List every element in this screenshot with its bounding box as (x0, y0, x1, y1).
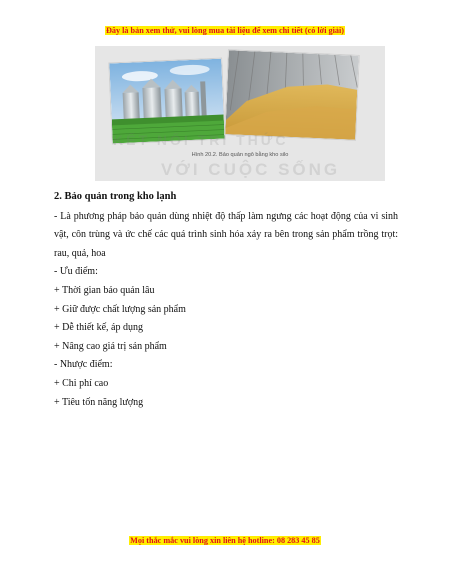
figure-caption: Hình 20.2. Bảo quản ngô bằng kho silo (191, 152, 289, 158)
definition-paragraph: - Là phương pháp bảo quản dùng nhiệt độ thấp làm ngưng các hoạt động của vi sinh vật, côn trùng và ức chế các quá trình sinh hóa xảy ra bên trong sản phẩm trồng trọt: rau, quả, hoa (54, 210, 398, 259)
advantage-item: + Nâng cao giá trị sản phẩm (54, 340, 167, 352)
hotline-text: Mọi thắc mắc vui lòng xin liên hệ hotline: 08 283 45 85 (130, 536, 320, 545)
disadvantage-item: + Chi phí cao (54, 377, 109, 389)
advantages-label: - Ưu điểm: (54, 266, 98, 278)
grain-illustration (225, 50, 359, 140)
watermark-bottom: VỚI CUỘC SỐNG (161, 160, 341, 179)
section-content (54, 188, 398, 412)
grain-photo (224, 49, 360, 141)
silo-illustration (109, 59, 224, 144)
hotline-banner (0, 536, 450, 545)
disadvantages-label: - Nhược điểm: (54, 359, 113, 371)
advantage-item: + Giữ được chất lượng sản phẩm (54, 303, 186, 315)
watermark-top: KẾT NỐI TRI THỨC (113, 132, 289, 148)
advantage-item: + Thời gian bảo quản lâu (54, 284, 155, 296)
advantage-item: + Dễ thiết kế, áp dụng (54, 322, 143, 334)
disadvantage-item: + Tiêu tốn năng lượng (54, 396, 144, 408)
preview-notice-text: Đây là bản xem thử, vui lòng mua tài liệu để xem chi tiết (có lời giải) (105, 26, 344, 35)
section-heading: 2. Bảo quản trong kho lạnh (54, 191, 177, 202)
preview-notice-banner (0, 26, 450, 35)
silo-figure (95, 46, 385, 181)
